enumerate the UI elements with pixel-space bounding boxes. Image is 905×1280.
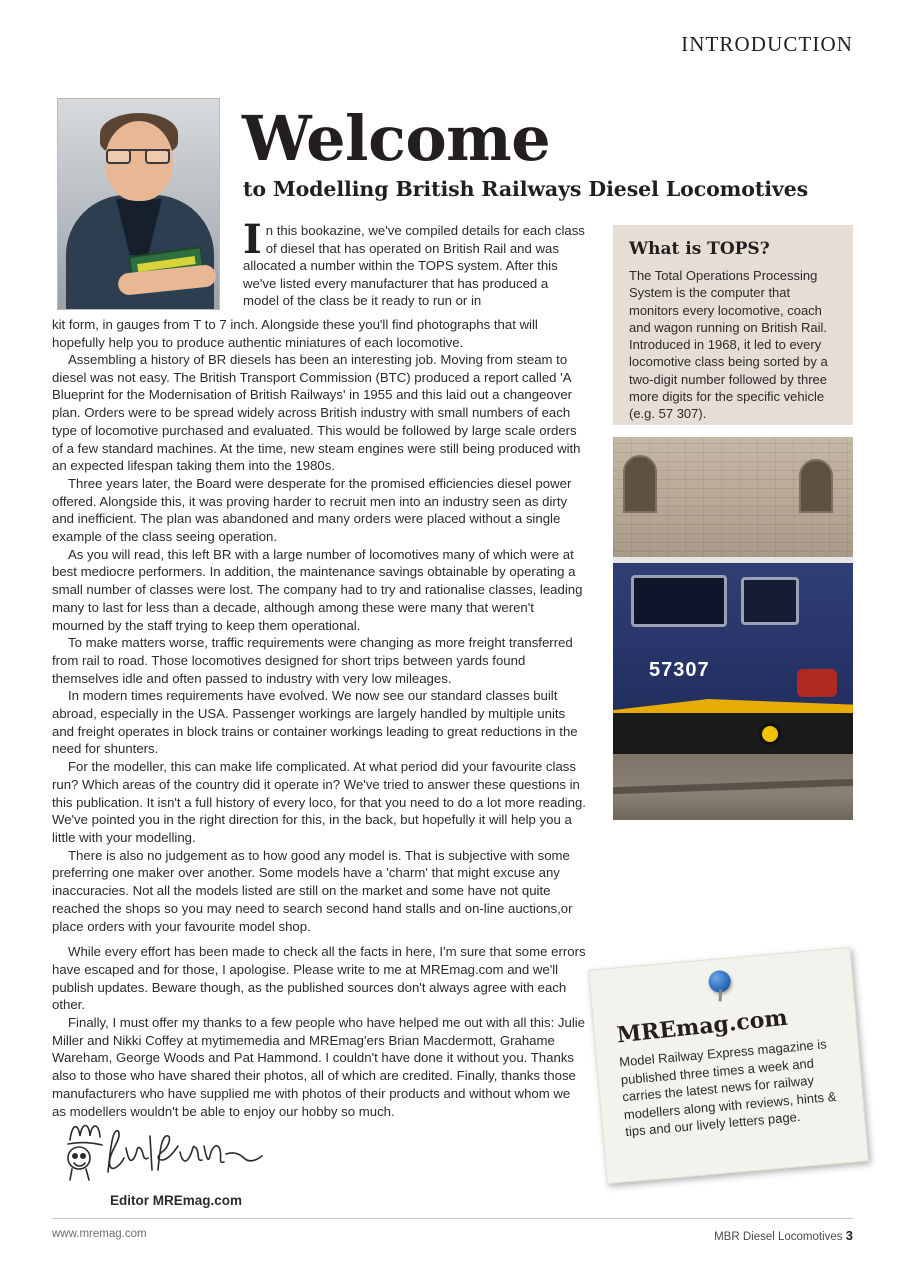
intro-paragraph-wrap: [52, 316, 586, 351]
body-paragraph: In modern times requirements have evolved. We now see our standard classes built abroad, especially in the USA. Passenger workings are largely handled by multiple units and freight operates in block trains or container workings leading to great reductions in the need for shunters.: [52, 688, 578, 757]
footer-page-number: 3: [845, 1228, 853, 1243]
body-paragraph: For the modeller, this can make life complicated. At what period did your favourite class run? Which areas of the country did it operate in? We've tried to answer these questions in this publication. It isn't a full history of every loco, for that you need to do a lot more reading. We've pointed you in the right direction for this, in the back, but hopefully it will help you a little with your modelling.: [52, 759, 586, 845]
author-portrait-photo: [57, 98, 220, 310]
intro-text-wrap: kit form, in gauges from T to 7 inch. Alongside these you'll find photographs that will hopefully help you to produce authentic miniatures of each locomotive.: [52, 317, 538, 350]
locomotive-side-window: [741, 577, 799, 625]
photo-building-window: [623, 455, 657, 513]
body-paragraph: As you will read, this left BR with a large number of locomotives many of which were at best mediocre performers. In addition, the maintenance savings obtainable by operating a small number of classes were lost. The company had to try and rationalise classes, leading many to last for less than a decade, although among these were many that weren't mourned by the staff trying to keep them operational.: [52, 546, 583, 633]
footer-publication-info: [714, 1228, 853, 1243]
body-paragraph: Finally, I must offer my thanks to a few people who have helped me out with all this: Julie Miller and Nikki Coffey at mytimemedia and MREmag'ers Brian Macdermott, Grahame Wareham, George Woods and Pat Hammond. I couldn't have done it without you. Thanks also to those who have shared their photos, all of which are credited. Finally, thanks those manufacturers who have supplied me with photos of their products and without whom we as modellers wouldn't be able to enjoy our hobby so much.: [52, 1015, 586, 1119]
locomotive-photo: [613, 437, 853, 820]
intro-text-first: n this bookazine, we've compiled details for each class of diesel that has operated on British Rail and was allocated a number within the TOPS system. After this we've listed every manufacturer that has produced a model of the class be it ready to run or in: [243, 223, 585, 309]
body-paragraph: There is also no judgement as to how good any model is. That is subjective with some preferring one maker over another. Some models have a 'charm' that might excuse any inaccuracies. Not all the models listed are still on the market and some have not quite reached the shops so you may need to search second hand stalls and on-line auctions,or place orders with your favourite model shop.: [52, 847, 573, 934]
pushpin-icon: [708, 970, 732, 994]
article-body: [52, 351, 586, 1120]
editor-credit: Editor MREmag.com: [110, 1193, 243, 1208]
page-title: Welcome: [242, 102, 551, 175]
section-header: INTRODUCTION: [681, 32, 853, 56]
mremag-sticky-note: [588, 947, 869, 1184]
body-paragraph: While every effort has been made to check all the facts in here, I'm sure that some errors have escaped and for those, I apologise. Please write to me at MREmag.com and we'll publish updates. Beware though, as the published sources don't always agree with each other.: [52, 944, 586, 1013]
editor-signature: [62, 1112, 272, 1187]
sticky-note-title: MREmag.com: [615, 1004, 789, 1049]
portrait-glasses-left-lens: [106, 149, 131, 164]
drop-cap: I: [243, 216, 262, 263]
body-paragraph: To make matters worse, traffic requirements were changing as more freight transferred from rail to road. Those locomotives designed for short trips between yards found themselves idle and often passed to industry with very low mileages.: [52, 635, 573, 686]
footer-divider: [52, 1218, 853, 1219]
sticky-note-text: Model Railway Express magazine is published three times a week and carries the latest news for railway modellers along with reviews, hints & tips and our lively letters page.: [618, 1036, 837, 1140]
locomotive-cab-window: [631, 575, 727, 627]
body-paragraph: Three years later, the Board were desperate for the promised efficiencies diesel power offered. Alongside this, it was proving harder to recruit men into an industry seen as dirty and inefficient. The plan was abandoned and many orders were placed without a single example of the class seeing operation.: [52, 475, 572, 545]
intro-paragraph-top: [243, 216, 586, 310]
photo-building-window: [799, 459, 833, 513]
body-paragraph: Assembling a history of BR diesels has been an interesting job. Moving from steam to diesel was not easy. The British Transport Commission (BTC) produced a report called 'A Blueprint for the Modernisation of British Railways' in 1955 and this laid out a changeover plan. Orders were to be spread widely across British industry with small numbers of each type of locomotive purchased and evaluated. This would be followed by large scale orders of a few standard machines. At the time, new steam engines were still being produced with an expected lifespan taking them into the 1980s.: [52, 352, 581, 474]
sticky-note-content: [616, 1002, 844, 1141]
locomotive-buffer: [797, 669, 837, 697]
footer-publication-title: MBR Diesel Locomotives: [714, 1231, 843, 1243]
portrait-glasses-right-lens: [145, 149, 170, 164]
locomotive-running-number: 57307: [649, 659, 710, 681]
tops-box-text: The Total Operations Processing System is the computer that monitors every locomotive, coach and wagon running on British Rail. Introduced in 1968, it led to every locomotive class being sorted by a two-digit number followed by three more digits for the specific vehicle (e.g. 57 307).: [629, 268, 828, 422]
footer-website: www.mremag.com: [52, 1228, 147, 1240]
tops-box-title: What is TOPS?: [629, 239, 770, 259]
page-subtitle: to Modelling British Railways Diesel Locomotives: [243, 177, 809, 201]
tops-info-box: [613, 225, 853, 425]
locomotive-headlamp: [759, 723, 781, 745]
